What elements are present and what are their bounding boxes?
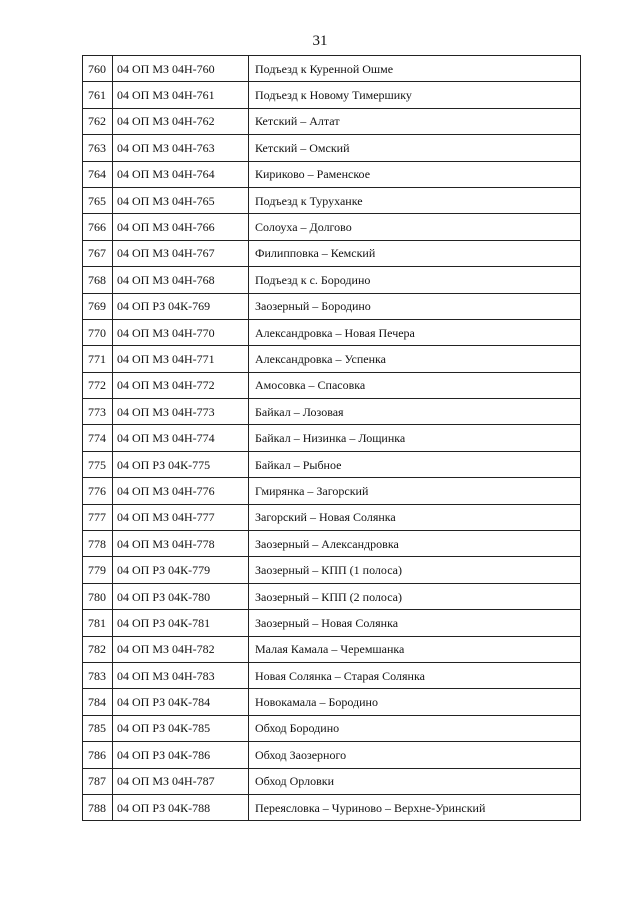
row-number: 778 (83, 531, 113, 557)
road-code: 04 ОП МЗ 04Н-760 (113, 56, 249, 82)
roads-table (82, 55, 581, 821)
table-row (83, 636, 581, 662)
table-row (83, 425, 581, 451)
road-name: Заозерный – КПП (2 полоса) (249, 583, 581, 609)
table-row (83, 293, 581, 319)
road-code: 04 ОП МЗ 04Н-762 (113, 108, 249, 134)
road-name: Филипповка – Кемский (249, 240, 581, 266)
table-row (83, 346, 581, 372)
table-row (83, 399, 581, 425)
row-number: 767 (83, 240, 113, 266)
road-code: 04 ОП РЗ 04К-788 (113, 794, 249, 820)
row-number: 760 (83, 56, 113, 82)
road-code: 04 ОП РЗ 04К-786 (113, 742, 249, 768)
road-code: 04 ОП МЗ 04Н-770 (113, 319, 249, 345)
row-number: 772 (83, 372, 113, 398)
table-row (83, 319, 581, 345)
row-number: 785 (83, 715, 113, 741)
road-code: 04 ОП МЗ 04Н-787 (113, 768, 249, 794)
road-code: 04 ОП МЗ 04Н-777 (113, 504, 249, 530)
row-number: 780 (83, 583, 113, 609)
table-row (83, 557, 581, 583)
road-name: Гмирянка – Загорский (249, 478, 581, 504)
road-name: Переясловка – Чуриново – Верхне-Уринский (249, 794, 581, 820)
road-name: Байкал – Лозовая (249, 399, 581, 425)
table-row (83, 610, 581, 636)
road-code: 04 ОП РЗ 04К-781 (113, 610, 249, 636)
row-number: 788 (83, 794, 113, 820)
table-row (83, 662, 581, 688)
road-name: Александровка – Успенка (249, 346, 581, 372)
road-code: 04 ОП МЗ 04Н-767 (113, 240, 249, 266)
road-name: Амосовка – Спасовка (249, 372, 581, 398)
road-name: Байкал – Рыбное (249, 451, 581, 477)
table-row (83, 187, 581, 213)
row-number: 770 (83, 319, 113, 345)
table-row (83, 161, 581, 187)
row-number: 761 (83, 82, 113, 108)
row-number: 787 (83, 768, 113, 794)
road-code: 04 ОП РЗ 04К-779 (113, 557, 249, 583)
row-number: 769 (83, 293, 113, 319)
row-number: 782 (83, 636, 113, 662)
road-name: Малая Камала – Черемшанка (249, 636, 581, 662)
road-name: Байкал – Низинка – Лощинка (249, 425, 581, 451)
road-name: Новокамала – Бородино (249, 689, 581, 715)
table-row (83, 451, 581, 477)
road-name: Подъезд к Куренной Ошме (249, 56, 581, 82)
row-number: 774 (83, 425, 113, 451)
row-number: 776 (83, 478, 113, 504)
row-number: 768 (83, 267, 113, 293)
road-name: Заозерный – Бородино (249, 293, 581, 319)
table-row (83, 583, 581, 609)
table-row (83, 768, 581, 794)
table-row (83, 478, 581, 504)
row-number: 773 (83, 399, 113, 425)
row-number: 781 (83, 610, 113, 636)
table-row (83, 214, 581, 240)
road-code: 04 ОП РЗ 04К-784 (113, 689, 249, 715)
table-row (83, 504, 581, 530)
road-name: Заозерный – Новая Солянка (249, 610, 581, 636)
row-number: 777 (83, 504, 113, 530)
table-row (83, 372, 581, 398)
road-code: 04 ОП РЗ 04К-780 (113, 583, 249, 609)
table-row (83, 267, 581, 293)
road-code: 04 ОП МЗ 04Н-771 (113, 346, 249, 372)
road-code: 04 ОП МЗ 04Н-782 (113, 636, 249, 662)
road-code: 04 ОП МЗ 04Н-766 (113, 214, 249, 240)
row-number: 766 (83, 214, 113, 240)
road-code: 04 ОП МЗ 04Н-774 (113, 425, 249, 451)
road-code: 04 ОП МЗ 04Н-765 (113, 187, 249, 213)
table-row (83, 794, 581, 820)
road-code: 04 ОП МЗ 04Н-776 (113, 478, 249, 504)
road-name: Подъезд к с. Бородино (249, 267, 581, 293)
road-code: 04 ОП РЗ 04К-769 (113, 293, 249, 319)
row-number: 764 (83, 161, 113, 187)
table-row (83, 135, 581, 161)
road-name: Загорский – Новая Солянка (249, 504, 581, 530)
road-name: Заозерный – Александровка (249, 531, 581, 557)
road-code: 04 ОП РЗ 04К-785 (113, 715, 249, 741)
road-name: Подъезд к Туруханке (249, 187, 581, 213)
road-name: Кириково – Раменское (249, 161, 581, 187)
row-number: 762 (83, 108, 113, 134)
road-name: Обход Заозерного (249, 742, 581, 768)
road-code: 04 ОП МЗ 04Н-764 (113, 161, 249, 187)
road-name: Новая Солянка – Старая Солянка (249, 662, 581, 688)
table-row (83, 531, 581, 557)
page-number: 31 (312, 33, 328, 49)
road-code: 04 ОП МЗ 04Н-763 (113, 135, 249, 161)
row-number: 786 (83, 742, 113, 768)
row-number: 775 (83, 451, 113, 477)
row-number: 783 (83, 662, 113, 688)
road-name: Александровка – Новая Печера (249, 319, 581, 345)
road-name: Подъезд к Новому Тимершику (249, 82, 581, 108)
road-code: 04 ОП МЗ 04Н-778 (113, 531, 249, 557)
road-code: 04 ОП МЗ 04Н-783 (113, 662, 249, 688)
roads-table-body (83, 56, 581, 821)
road-code: 04 ОП МЗ 04Н-772 (113, 372, 249, 398)
road-name: Кетский – Алтат (249, 108, 581, 134)
row-number: 784 (83, 689, 113, 715)
table-row (83, 715, 581, 741)
road-name: Заозерный – КПП (1 полоса) (249, 557, 581, 583)
row-number: 779 (83, 557, 113, 583)
table-row (83, 240, 581, 266)
road-name: Обход Бородино (249, 715, 581, 741)
row-number: 763 (83, 135, 113, 161)
row-number: 765 (83, 187, 113, 213)
table-row (83, 108, 581, 134)
road-code: 04 ОП МЗ 04Н-761 (113, 82, 249, 108)
road-name: Солоуха – Долгово (249, 214, 581, 240)
table-row (83, 742, 581, 768)
road-code: 04 ОП РЗ 04К-775 (113, 451, 249, 477)
table-row (83, 82, 581, 108)
table-row (83, 56, 581, 82)
road-code: 04 ОП МЗ 04Н-773 (113, 399, 249, 425)
road-name: Кетский – Омский (249, 135, 581, 161)
row-number: 771 (83, 346, 113, 372)
table-row (83, 689, 581, 715)
road-name: Обход Орловки (249, 768, 581, 794)
road-code: 04 ОП МЗ 04Н-768 (113, 267, 249, 293)
